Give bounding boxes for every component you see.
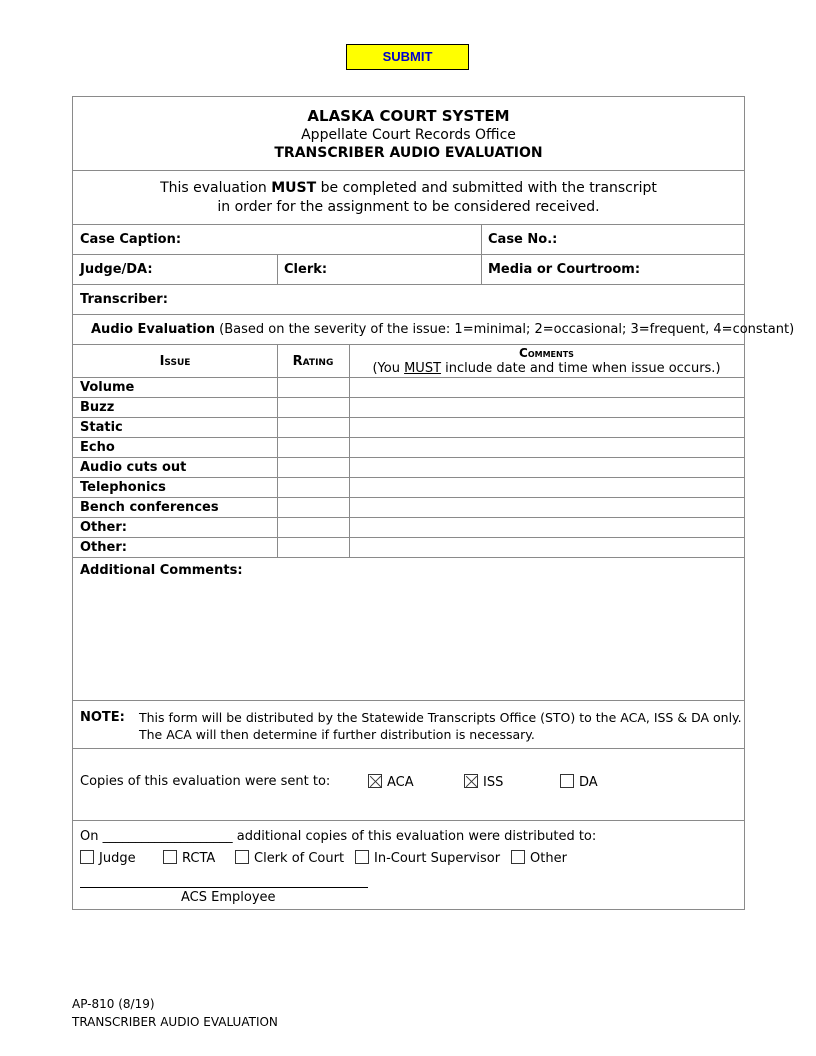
- issue-row: [73, 477, 744, 497]
- rating-cell[interactable]: [278, 418, 349, 437]
- other-checkbox[interactable]: [511, 850, 525, 864]
- dist-option-judge[interactable]: [80, 850, 136, 866]
- issue-label: Buzz: [80, 400, 115, 415]
- issue-row: [73, 377, 744, 397]
- issue-label: Echo: [80, 440, 115, 455]
- copies-option-aca[interactable]: [368, 774, 414, 790]
- divider: [481, 225, 482, 254]
- transcriber-label: Transcriber:: [80, 292, 168, 307]
- footer-title: TRANSCRIBER AUDIO EVALUATION: [72, 1015, 278, 1029]
- issue-row: [73, 517, 744, 537]
- da-label: DA: [579, 775, 598, 790]
- distribution-text: additional copies of this evaluation were distributed to:: [232, 829, 597, 844]
- col-comments: Comments: [519, 346, 574, 360]
- signature-label: ACS Employee: [181, 890, 276, 905]
- case-no-label: Case No.:: [488, 232, 558, 247]
- clerk-of-court-checkbox[interactable]: [235, 850, 249, 864]
- clerk-of-court-label: Clerk of Court: [254, 851, 345, 866]
- instruction-line-1: [73, 180, 744, 196]
- judge-da-label: Judge/DA:: [80, 262, 153, 277]
- issue-row: [73, 457, 744, 477]
- office-name: Appellate Court Records Office: [301, 127, 516, 143]
- issue-row: [73, 417, 744, 437]
- note-line-2: The ACA will then determine if further distribution is necessary.: [139, 727, 535, 742]
- comments-note-a: (You: [372, 361, 405, 376]
- aca-checkbox[interactable]: [368, 774, 382, 788]
- judge-row[interactable]: [73, 254, 744, 284]
- media-label: Media or Courtroom:: [488, 262, 641, 277]
- instruction-text-a: This evaluation: [160, 180, 272, 196]
- rcta-label: RCTA: [182, 851, 216, 866]
- rating-cell[interactable]: [278, 538, 349, 557]
- dist-option-clerk[interactable]: [235, 850, 344, 866]
- audio-eval-scale: (Based on the severity of the issue: 1=minimal; 2=occasional; 3=frequent, 4=constant): [215, 322, 795, 337]
- copies-option-iss[interactable]: [464, 774, 503, 790]
- copies-option-da[interactable]: [560, 774, 598, 790]
- rating-cell[interactable]: [278, 498, 349, 517]
- col-rating: Rating: [292, 354, 334, 369]
- instruction-must: MUST: [271, 180, 317, 196]
- issue-label: Other:: [80, 520, 127, 535]
- comments-cell[interactable]: [350, 378, 744, 397]
- comments-note: [349, 361, 744, 376]
- issue-label: Static: [80, 420, 123, 435]
- form-title: TRANSCRIBER AUDIO EVALUATION: [274, 145, 543, 161]
- instruction-text-b: be completed and submitted with the transcript: [316, 180, 657, 196]
- distribution-date-blank[interactable]: ____________________: [102, 829, 233, 844]
- rcta-checkbox[interactable]: [163, 850, 177, 864]
- aca-label: ACA: [387, 775, 414, 790]
- divider: [481, 255, 482, 284]
- rating-cell[interactable]: [278, 518, 349, 537]
- issue-label: Volume: [80, 380, 135, 395]
- issue-row: [73, 437, 744, 457]
- comments-cell[interactable]: [350, 478, 744, 497]
- signature-line[interactable]: [80, 887, 368, 888]
- copies-row: [73, 748, 744, 820]
- audio-eval-row: [73, 314, 795, 344]
- additional-comments-label: Additional Comments:: [80, 563, 243, 578]
- note-line-1: This form will be distributed by the Statewide Transcripts Office (STO) to the ACA, ISS & DA only.: [139, 710, 742, 725]
- comments-cell[interactable]: [350, 498, 744, 517]
- note-row: [73, 700, 744, 748]
- instruction-row: [73, 170, 744, 224]
- submit-button[interactable]: SUBMIT: [346, 44, 469, 70]
- comments-cell[interactable]: [350, 398, 744, 417]
- other-label: Other: [530, 851, 567, 866]
- distribution-on: On: [80, 829, 99, 844]
- additional-comments-row[interactable]: [73, 557, 744, 700]
- issue-label: Audio cuts out: [80, 460, 187, 475]
- case-row[interactable]: [73, 224, 744, 254]
- supervisor-checkbox[interactable]: [355, 850, 369, 864]
- comments-cell[interactable]: [350, 418, 744, 437]
- distribution-line: [80, 829, 596, 844]
- comments-cell[interactable]: [350, 538, 744, 557]
- distribution-row: [73, 820, 744, 909]
- issue-table-header: [73, 344, 744, 377]
- dist-option-other[interactable]: [511, 850, 567, 866]
- audio-eval-label: Audio Evaluation: [91, 322, 216, 337]
- footer-code: AP-810 (8/19): [72, 997, 155, 1011]
- dist-option-supervisor[interactable]: [355, 850, 500, 866]
- rating-cell[interactable]: [278, 378, 349, 397]
- col-issue: Issue: [159, 354, 191, 369]
- comments-cell[interactable]: [350, 518, 744, 537]
- rating-cell[interactable]: [278, 478, 349, 497]
- iss-label: ISS: [483, 775, 504, 790]
- rating-cell[interactable]: [278, 398, 349, 417]
- clerk-label: Clerk:: [284, 262, 328, 277]
- dist-option-rcta[interactable]: [163, 850, 215, 866]
- iss-checkbox[interactable]: [464, 774, 478, 788]
- judge-checkbox[interactable]: [80, 850, 94, 864]
- issue-row: [73, 537, 744, 557]
- issue-row: [73, 397, 744, 417]
- rating-cell[interactable]: [278, 438, 349, 457]
- form-header: [73, 97, 744, 170]
- evaluation-form: [72, 96, 795, 910]
- copies-label: Copies of this evaluation were sent to:: [80, 774, 331, 789]
- judge-label: Judge: [99, 851, 136, 866]
- instruction-line-2: in order for the assignment to be considered received.: [217, 199, 600, 215]
- case-caption-label: Case Caption:: [80, 232, 182, 247]
- note-label: NOTE:: [80, 710, 125, 725]
- issue-label: Telephonics: [80, 480, 166, 495]
- issue-label: Other:: [80, 540, 127, 555]
- audio-eval-text: [91, 322, 794, 337]
- supervisor-label: In-Court Supervisor: [374, 851, 501, 866]
- comments-note-must: MUST: [404, 361, 442, 376]
- comments-note-b: include date and time when issue occurs.): [441, 361, 721, 376]
- rating-cell[interactable]: [278, 458, 349, 477]
- issue-row: [73, 497, 744, 517]
- da-checkbox[interactable]: [560, 774, 574, 788]
- issue-label: Bench conferences: [80, 500, 219, 515]
- org-name: ALASKA COURT SYSTEM: [307, 107, 510, 125]
- divider: [277, 255, 278, 284]
- comments-cell[interactable]: [350, 438, 744, 457]
- comments-cell[interactable]: [350, 458, 744, 477]
- transcriber-row[interactable]: [73, 284, 744, 314]
